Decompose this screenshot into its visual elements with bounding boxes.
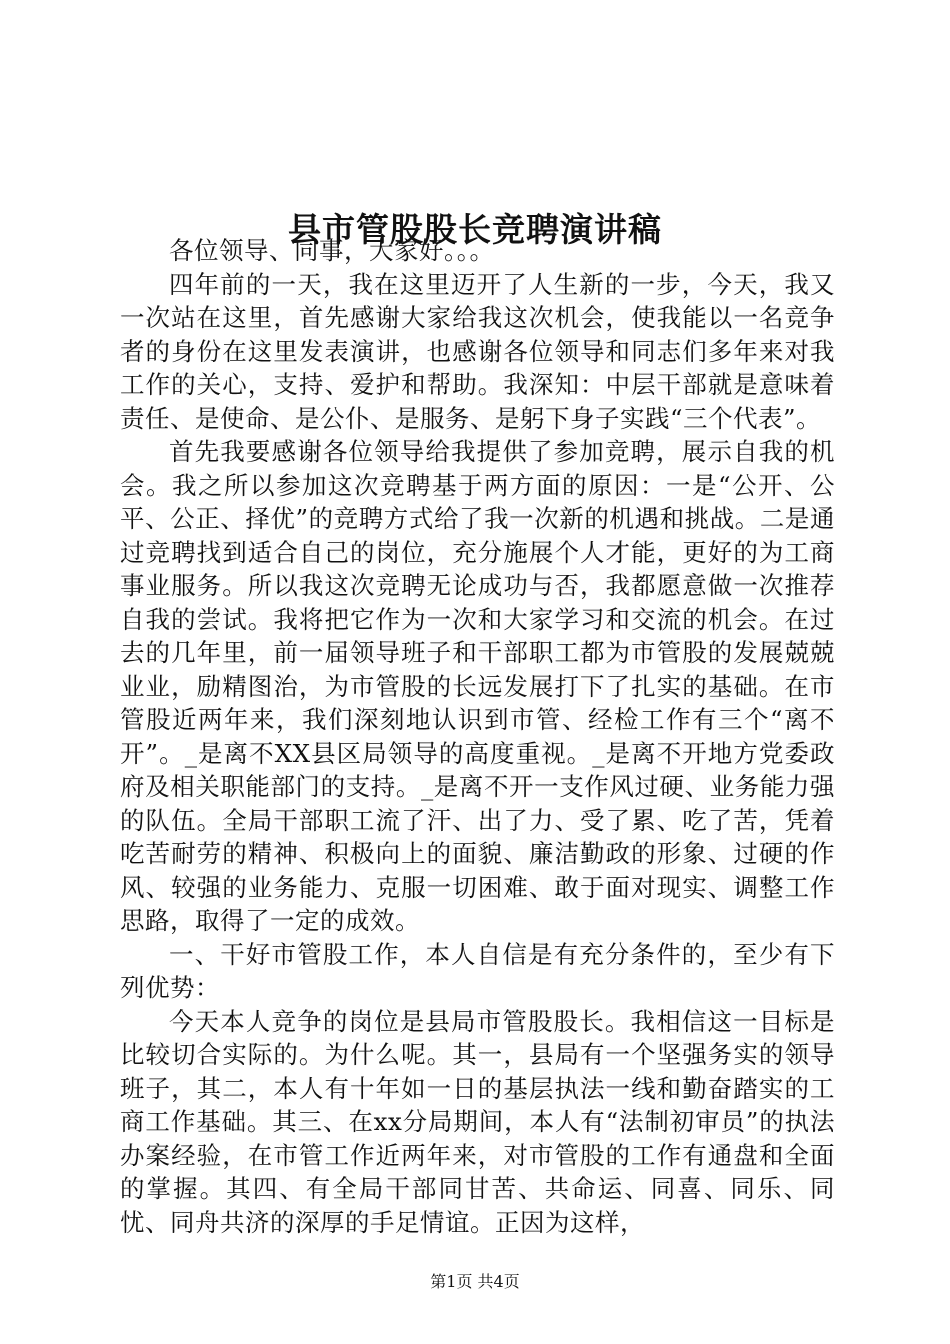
page-footer: 第1页 共4页: [430, 1272, 520, 1291]
document-title: 县市管股股长竞聘演讲稿: [288, 210, 662, 250]
paragraph-section-heading: 一、干好市管股工作，本人自信是有充分条件的，至少有下列优势：: [120, 939, 835, 1002]
paragraph-opening: 四年前的一天，我在这里迈开了人生新的一步，今天，我又一次站在这里，首先感谢大家给我这次机会，使我能以一名竞争者的身份在这里发表演讲，也感谢各位领导和同志们多年来对我工作的关心，支持、爱护和帮助。我深知：中层干部就是意味着责任、是使命、是公仆、是服务、是躬下身子实践“三个代表”。: [120, 269, 835, 433]
paragraph-reasons: 首先我要感谢各位领导给我提供了参加竞聘，展示自我的机会。我之所以参加这次竞聘基于两方面的原因：一是“公开、公平、公正、择优”的竞聘方式给了我一次新的机遇和挑战。二是通过竞聘找到适合自己的岗位，充分施展个人才能，更好的为工商事业服务。所以我这次竞聘无论成功与否，我都愿意做一次推荐自我的尝试。我将把它作为一次和大家学习和交流的机会。在过去的几年里，前一届领导班子和干部职工都为市管股的发展兢兢业业，励精图治，为市管股的长远发展打下了扎实的基础。在市管股近两年来，我们深刻地认识到市管、经检工作有三个“离不开”。_是离不XX县区局领导的高度重视。_是离不开地方党委政府及相关职能部门的支持。_是离不开一支作风过硬、业务能力强的队伍。全局干部职工流了汗、出了力、受了累、吃了苦，凭着吃苦耐劳的精神、积极向上的面貌、廉洁勤政的形象、过硬的作风、较强的业务能力、克服一切困难、敢于面对现实、调整工作思路，取得了一定的成效。: [120, 437, 836, 935]
document-body: [120, 234, 835, 1239]
paragraph-greeting: 各位领导、同事，大家好。。。: [169, 236, 495, 265]
paragraph-advantages: 今天本人竞争的岗位是县局市管股股长。我相信这一目标是比较切合实际的。为什么呢。其一，县局有一个坚强务实的领导班子，其二，本人有十年如一日的基层执法一线和勤奋踏实的工商工作基础。其三、在xx分局期间，本人有“法制初审员”的执法办案经验，在市管工作近两年来，对市管股的工作有通盘和全面的掌握。其四、有全局干部同甘苦、共命运、同喜、同乐、同忧、同舟共济的深厚的手足情谊。正因为这样，: [120, 1006, 835, 1237]
